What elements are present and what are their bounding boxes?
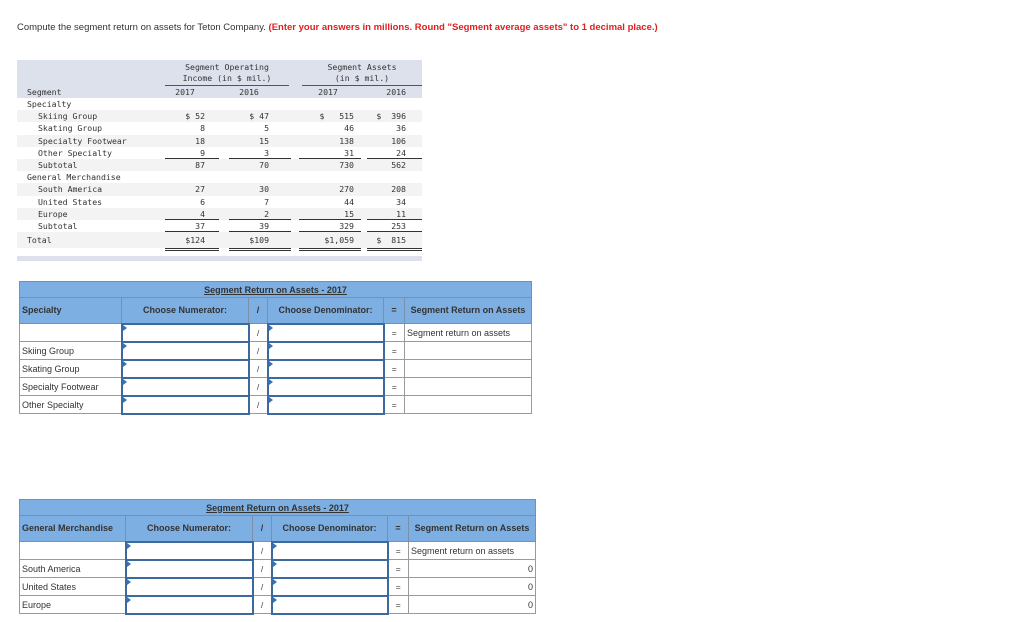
equals-sign: = (384, 396, 405, 414)
denominator-input[interactable] (269, 361, 383, 377)
equals-sign: = (384, 378, 405, 396)
cell-value: 6 (200, 196, 205, 207)
formula-row (20, 324, 532, 342)
row-label: Skating Group (20, 360, 122, 378)
equals-sign: = (388, 560, 409, 578)
segment-header: General Merchandise (20, 516, 126, 542)
cell-value: $109 (249, 235, 269, 246)
denominator-input[interactable] (273, 579, 387, 595)
divide-sign: / (249, 324, 268, 342)
numerator-field[interactable] (122, 342, 249, 360)
data-table-footer (17, 256, 422, 261)
cell-value: 5 (264, 123, 269, 134)
segment-data-table (17, 60, 422, 261)
numerator-header: Choose Numerator: (126, 516, 253, 542)
numerator-input[interactable] (127, 579, 252, 595)
equals-sign: = (388, 542, 409, 560)
denominator-input[interactable] (269, 325, 383, 341)
equals-sign: = (384, 360, 405, 378)
denominator-field[interactable] (268, 360, 384, 378)
income-group-header (165, 62, 289, 84)
input-marker-icon (273, 579, 277, 585)
row-label: Other Specialty (38, 147, 112, 158)
input-marker-icon (269, 343, 273, 349)
total-double-rule (367, 248, 422, 251)
year-row (17, 87, 422, 98)
cell-value: $ 396 (376, 111, 406, 122)
merchandise-roa-table (19, 499, 536, 615)
numerator-input[interactable] (127, 597, 252, 613)
instructions (17, 21, 697, 34)
denominator-input[interactable] (269, 397, 383, 413)
cell-value: 270 (339, 184, 354, 195)
result-value: 0 (409, 578, 536, 596)
denominator-header: Choose Denominator: (272, 516, 388, 542)
table-row (20, 596, 536, 614)
cell-value: $ 52 (185, 111, 205, 122)
data-row-general-merchandise (17, 171, 422, 183)
input-marker-icon (273, 597, 277, 603)
row-label: Europe (20, 596, 126, 614)
denominator-field[interactable] (268, 342, 384, 360)
denominator-field[interactable] (268, 378, 384, 396)
cell-value: 9 (200, 147, 205, 158)
input-marker-icon (127, 597, 131, 603)
dropdown-marker-icon (273, 543, 277, 549)
header-underline (165, 85, 289, 86)
cell-value: $1,059 (324, 235, 354, 246)
cell-value: 18 (195, 135, 205, 146)
cell-value: 562 (391, 159, 406, 170)
equals-sign: = (388, 596, 409, 614)
data-row (17, 183, 422, 195)
input-marker-icon (269, 379, 273, 385)
input-marker-icon (123, 397, 127, 403)
cell-value: 4 (200, 208, 205, 219)
year-income-2016: 2016 (239, 87, 259, 97)
cell-value: $ 815 (376, 235, 406, 246)
income-header-line1: Segment Operating (185, 62, 269, 72)
input-marker-icon (127, 561, 131, 567)
table-row (20, 342, 532, 360)
denominator-field[interactable] (268, 396, 384, 414)
cell-value: 11 (396, 208, 406, 219)
denominator-input[interactable] (269, 343, 383, 359)
row-label: United States (38, 196, 103, 207)
numerator-input[interactable] (123, 379, 248, 395)
row-label (20, 324, 122, 342)
equals-sign: = (384, 342, 405, 360)
row-label (20, 542, 126, 560)
row-label: Specialty Footwear (38, 135, 127, 146)
denominator-input[interactable] (273, 543, 387, 559)
total-double-rule (299, 248, 361, 251)
denominator-input[interactable] (273, 561, 387, 577)
denominator-dropdown[interactable] (268, 324, 384, 342)
denominator-input[interactable] (269, 379, 383, 395)
row-label: Other Specialty (20, 396, 122, 414)
divide-sign: / (249, 396, 268, 414)
dropdown-marker-icon (269, 325, 273, 331)
cell-value: 31 (344, 147, 354, 158)
cell-value: 730 (339, 159, 354, 170)
table-row (20, 360, 532, 378)
numerator-input[interactable] (123, 397, 248, 413)
numerator-input[interactable] (127, 561, 252, 577)
input-marker-icon (127, 579, 131, 585)
result-header: Segment Return on Assets (405, 298, 532, 324)
row-label: Europe (38, 208, 68, 219)
numerator-field[interactable] (122, 378, 249, 396)
denominator-dropdown[interactable] (272, 542, 388, 560)
numerator-header: Choose Numerator: (122, 298, 249, 324)
cell-value: 46 (344, 123, 354, 134)
data-row-subtotal (17, 220, 422, 232)
denominator-input[interactable] (273, 597, 387, 613)
segment-header: Specialty (20, 298, 122, 324)
cell-value: 2 (264, 208, 269, 219)
input-marker-icon (269, 361, 273, 367)
result-value (405, 378, 532, 396)
cell-value: 24 (396, 147, 406, 158)
row-label: South America (20, 560, 126, 578)
cell-value: $124 (185, 235, 205, 246)
cell-value: 253 (391, 220, 406, 231)
segment-column-label: Segment (27, 87, 62, 97)
year-income-2017: 2017 (175, 87, 195, 97)
divide-sign: / (249, 342, 268, 360)
result-value (405, 396, 532, 414)
data-row (17, 110, 422, 122)
numerator-field[interactable] (122, 360, 249, 378)
input-marker-icon (273, 561, 277, 567)
denominator-field[interactable] (272, 560, 388, 578)
numerator-field[interactable] (126, 560, 253, 578)
row-label: Skating Group (38, 123, 103, 134)
cell-value: 87 (195, 159, 205, 170)
row-label: Subtotal (38, 159, 78, 170)
cell-value: 30 (259, 184, 269, 195)
numerator-field[interactable] (126, 578, 253, 596)
total-double-rule (229, 248, 291, 251)
cell-value: 7 (264, 196, 269, 207)
table-title: Segment Return on Assets - 2017 (20, 282, 532, 298)
row-label: South America (38, 184, 103, 195)
numerator-input[interactable] (123, 325, 248, 341)
row-label: Specialty Footwear (20, 378, 122, 396)
row-label: General Merchandise (27, 172, 121, 183)
result-header: Segment Return on Assets (409, 516, 536, 542)
table-row (20, 378, 532, 396)
data-row-subtotal (17, 159, 422, 171)
numerator-input[interactable] (127, 543, 252, 559)
equals-header: = (384, 298, 405, 324)
cell-value: $ 515 (319, 111, 354, 122)
data-row-specialty (17, 98, 422, 110)
year-assets-2017: 2017 (318, 87, 338, 97)
divide-sign: / (249, 378, 268, 396)
denominator-header: Choose Denominator: (268, 298, 384, 324)
cell-value: 138 (339, 135, 354, 146)
cell-value: 36 (396, 123, 406, 134)
table-row (20, 578, 536, 596)
row-label: Skiing Group (20, 342, 122, 360)
row-label: Skiing Group (38, 111, 98, 122)
cell-value: 34 (396, 196, 406, 207)
data-row (17, 122, 422, 134)
numerator-input[interactable] (123, 361, 248, 377)
dropdown-marker-icon (123, 325, 127, 331)
result-value: 0 (409, 560, 536, 578)
header-underline (302, 85, 422, 86)
input-marker-icon (123, 379, 127, 385)
divide-sign: / (253, 560, 272, 578)
year-assets-2016: 2016 (386, 87, 406, 97)
data-row (17, 196, 422, 208)
assets-group-header (302, 62, 422, 84)
numerator-field[interactable] (126, 596, 253, 614)
denominator-field[interactable] (272, 596, 388, 614)
instructions-emphasis: (Enter your answers in millions. Round "Segment average assets" to 1 decimal place.) (268, 22, 658, 33)
cell-value: 27 (195, 184, 205, 195)
cell-value: $ 47 (249, 111, 269, 122)
input-marker-icon (269, 397, 273, 403)
result-label: Segment return on assets (409, 542, 536, 560)
equals-sign: = (388, 578, 409, 596)
table-row (20, 560, 536, 578)
row-label: Subtotal (38, 220, 78, 231)
equals-sign: = (384, 324, 405, 342)
input-marker-icon (123, 343, 127, 349)
numerator-field[interactable] (122, 396, 249, 414)
table-row (20, 396, 532, 414)
result-value (405, 342, 532, 360)
dropdown-marker-icon (127, 543, 131, 549)
row-label: Total (27, 235, 52, 246)
data-row (17, 135, 422, 147)
table-title: Segment Return on Assets - 2017 (20, 500, 536, 516)
cell-value: 8 (200, 123, 205, 134)
cell-value: 329 (339, 220, 354, 231)
data-row-total (17, 232, 422, 248)
result-label: Segment return on assets (405, 324, 532, 342)
assets-header-line2: (in $ mil.) (334, 73, 390, 83)
divide-sign: / (253, 578, 272, 596)
input-marker-icon (123, 361, 127, 367)
divide-sign: / (249, 360, 268, 378)
numerator-dropdown[interactable] (126, 542, 253, 560)
data-row (17, 147, 422, 159)
income-header-line2: Income (in $ mil.) (182, 73, 272, 83)
assets-header-line1: Segment Assets (327, 62, 397, 72)
row-label: United States (20, 578, 126, 596)
cell-value: 3 (264, 147, 269, 158)
data-row (17, 208, 422, 220)
row-label: Specialty (27, 99, 72, 109)
instructions-text: Compute the segment return on assets for Teton Company. (17, 22, 269, 33)
cell-value: 39 (259, 220, 269, 231)
result-value (405, 360, 532, 378)
formula-row (20, 542, 536, 560)
divide-sign: / (253, 596, 272, 614)
divide-sign: / (253, 542, 272, 560)
numerator-dropdown[interactable] (122, 324, 249, 342)
result-value: 0 (409, 596, 536, 614)
cell-value: 15 (344, 208, 354, 219)
cell-value: 37 (195, 220, 205, 231)
divide-header: / (249, 298, 268, 324)
data-table-header (17, 60, 422, 98)
equals-header: = (388, 516, 409, 542)
total-double-rule (165, 248, 219, 251)
cell-value: 70 (259, 159, 269, 170)
cell-value: 15 (259, 135, 269, 146)
divide-header: / (253, 516, 272, 542)
cell-value: 106 (391, 135, 406, 146)
denominator-field[interactable] (272, 578, 388, 596)
cell-value: 208 (391, 184, 406, 195)
cell-value: 44 (344, 196, 354, 207)
specialty-roa-table (19, 281, 532, 415)
numerator-input[interactable] (123, 343, 248, 359)
